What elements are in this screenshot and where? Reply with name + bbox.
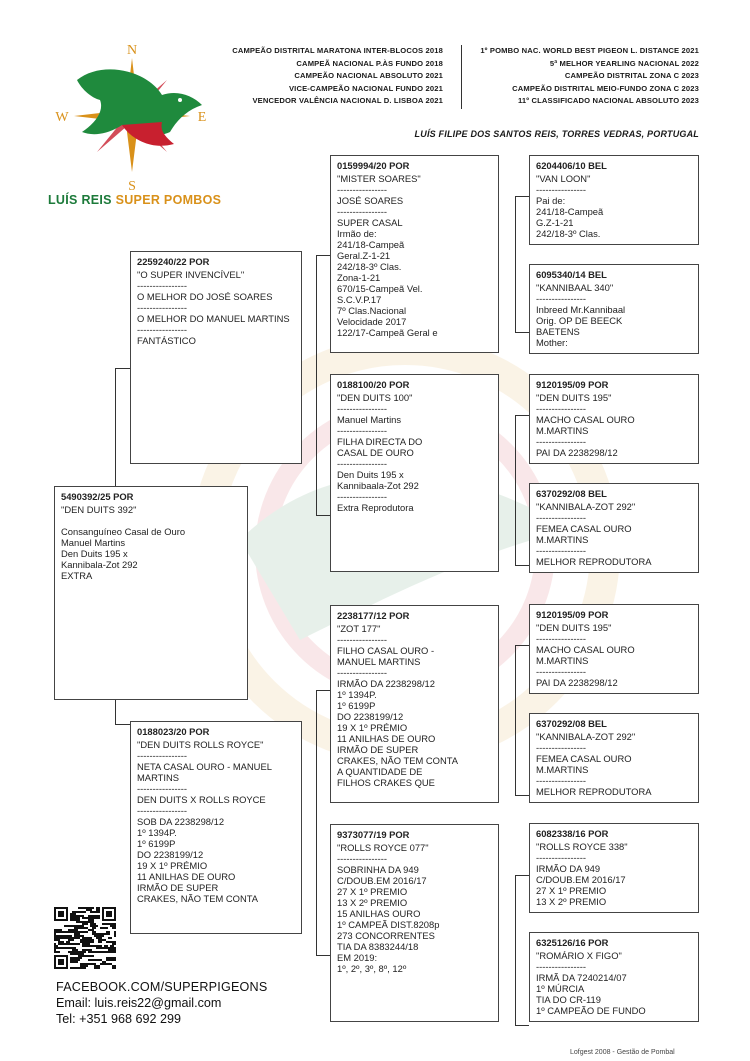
pigeon-card-dam-sire-sire <box>529 604 699 694</box>
pigeon-info-line: 19 X 1º PRÉMIO <box>337 722 408 733</box>
achievement-item: VENCEDOR VALÊNCIA NACIONAL D. LISBOA 2021 <box>252 96 443 106</box>
connector-line <box>515 415 529 416</box>
pigeon-info-line: MANUEL MARTINS <box>337 656 421 667</box>
pigeon-info-line: ---------------- <box>536 852 586 863</box>
pigeon-info-line: 13 X 2º PREMIO <box>337 897 408 908</box>
pigeon-ring-number: 0159994/20 POR <box>337 160 410 171</box>
achievement-item: 1º POMBO NAC. WORLD BEST PIGEON L. DISTANCE 2021 <box>480 46 699 55</box>
connector-line <box>515 645 529 646</box>
pigeon-info-line: "ROLLS ROYCE 338" <box>536 841 628 852</box>
achievements-divider <box>461 45 462 109</box>
compass-west-label: W <box>55 110 69 125</box>
pigeon-info-line: IRMÃ DA 7240214/07 <box>536 972 627 983</box>
pigeon-info-line: M.MARTINS <box>536 534 589 545</box>
pigeon-ring-number: 6370292/08 BEL <box>536 718 607 729</box>
brand-name <box>48 193 222 207</box>
pigeon-info-line: "MISTER SOARES" <box>337 173 421 184</box>
phone-text: Tel: +351 968 692 299 <box>56 1012 181 1026</box>
pigeon-info-line: ---------------- <box>337 184 387 195</box>
pigeon-info-line: ---------------- <box>337 403 387 414</box>
pigeon-info-line: 27 X 1º PREMIO <box>337 886 408 897</box>
pigeon-info-line: ---------------- <box>536 403 586 414</box>
brand-name-part2: SUPER POMBOS <box>115 193 222 207</box>
pigeon-info-line: "DEN DUITS 100" <box>337 392 413 403</box>
pigeon-info-line: 1º 1394P. <box>137 827 177 838</box>
pigeon-info-line: 1º CAMPEÃO DE FUNDO <box>536 1005 646 1016</box>
pigeon-info-line: MELHOR REPRODUTORA <box>536 786 652 797</box>
connector-line <box>515 645 516 795</box>
connector-line <box>316 690 330 691</box>
pigeon-info-line: EXTRA <box>61 570 93 581</box>
achievement-item: 5ª MELHOR YEARLING NACIONAL 2022 <box>549 58 699 68</box>
pigeon-info-line: Zona-1-21 <box>337 272 381 283</box>
pigeon-card-sire <box>130 251 302 464</box>
pigeon-info-line: ---------------- <box>536 436 586 447</box>
pigeon-info-line: CRAKES, NÃO TEM CONTA <box>337 755 459 766</box>
compass-south-label: S <box>128 179 136 194</box>
pigeon-info-line: ---------------- <box>536 293 586 304</box>
connector-line <box>515 795 529 796</box>
pigeon-card-sire-sire-sire <box>529 155 699 245</box>
facebook-link[interactable]: FACEBOOK.COM/SUPERPIGEONS <box>56 980 268 994</box>
pigeon-info-line: "KANNIBALA-ZOT 292" <box>536 731 636 742</box>
pigeon-info-line: O MELHOR DO JOSÉ SOARES <box>137 291 273 302</box>
achievement-item: CAMPEÃO DISTRITAL MEIO-FUNDO ZONA C 2023 <box>512 83 699 93</box>
pigeon-info-line: FEMEA CASAL OURO <box>536 753 632 764</box>
pigeon-info-line: ---------------- <box>337 458 387 469</box>
pigeon-info-line: ---------------- <box>536 633 586 644</box>
pigeon-info-line: A QUANTIDADE DE <box>337 766 423 777</box>
pigeon-ring-number: 6325126/16 POR <box>536 937 609 948</box>
pigeon-info-line: Mother: <box>536 337 568 348</box>
pigeon-info-line: PAI DA 2238298/12 <box>536 447 618 458</box>
achievement-item: CAMPEÃO DISTRITAL ZONA C 2023 <box>564 71 699 81</box>
pigeon-info-line: ---------------- <box>137 750 187 761</box>
pigeon-info-line: 11 ANILHAS DE OURO <box>137 871 236 882</box>
pigeon-info-line: "DEN DUITS ROLLS ROYCE" <box>137 739 264 750</box>
connector-line <box>316 255 330 256</box>
pigeon-info-line: "ZOT 177" <box>337 623 381 634</box>
pigeon-info-line: "DEN DUITS 195" <box>536 392 612 403</box>
pigeon-card-sire-dam-sire <box>529 374 699 464</box>
pigeon-ring-number: 6082338/16 POR <box>536 828 609 839</box>
pigeon-info-line: BAETENS <box>536 326 580 337</box>
connector-line <box>316 255 317 515</box>
pigeon-info-line: "DEN DUITS 195" <box>536 622 612 633</box>
pigeon-info-line: TIA DO CR-119 <box>536 994 601 1005</box>
pigeon-info-line: CASAL DE OURO <box>337 447 414 458</box>
pigeon-card-sire-dam-dam <box>529 483 699 573</box>
connector-line <box>115 700 116 724</box>
pigeon-info-line: 13 X 2º PREMIO <box>536 896 607 907</box>
pigeon-info-line: Manuel Martins <box>61 537 126 548</box>
pigeon-card-dam-sire-dam <box>529 713 699 803</box>
pigeon-info-line: IRMÃO DE SUPER <box>137 882 219 893</box>
connector-line <box>515 875 529 876</box>
connector-line <box>316 515 330 516</box>
pigeon-info-line: IRMÃO DE SUPER <box>337 744 419 755</box>
pigeon-card-sire-sire <box>330 155 499 353</box>
pigeon-info-line: 27 X 1º PREMIO <box>536 885 607 896</box>
pigeon-info-line: ---------------- <box>536 666 586 677</box>
pigeon-card-subject <box>54 486 248 700</box>
connector-line <box>515 415 516 565</box>
pigeon-card-dam-dam <box>330 824 499 1022</box>
connector-line <box>515 875 516 1025</box>
pigeon-info-line: ---------------- <box>337 206 387 217</box>
pigeon-ring-number: 2238177/12 POR <box>337 610 410 621</box>
pigeon-info-line: FANTÁSTICO <box>137 335 196 346</box>
pigeon-info-line: 242/18-3º Clas. <box>337 261 402 272</box>
pigeon-info-line: DEN DUITS X ROLLS ROYCE <box>137 794 266 805</box>
pigeon-ring-number: 6204406/10 BEL <box>536 160 607 171</box>
pigeon-ring-number: 2259240/22 POR <box>137 256 210 267</box>
pigeon-info-line: C/DOUB.EM 2016/17 <box>337 875 427 886</box>
pigeon-info-line: "O SUPER INVENCÍVEL" <box>137 269 245 280</box>
pigeon-info-line: ---------------- <box>137 324 187 335</box>
pigeon-info-line: M.MARTINS <box>536 655 589 666</box>
pigeon-info-line: 241/18-Campeã <box>337 239 405 250</box>
pigeon-info-line: FILHA DIRECTA DO <box>337 436 423 447</box>
pigeon-ring-number: 5490392/25 POR <box>61 491 134 502</box>
pigeon-info-line: Velocidade 2017 <box>337 316 407 327</box>
pigeon-info-line: SOB DA 2238298/12 <box>137 816 225 827</box>
connector-line <box>115 724 130 725</box>
pigeon-info-line: IRMÃO DA 949 <box>536 863 601 874</box>
pigeon-info-line: M.MARTINS <box>536 764 589 775</box>
pigeon-info-line: "KANNIBAAL 340" <box>536 282 614 293</box>
pigeon-info-line: "ROMÁRIO X FIGO" <box>536 950 622 961</box>
pigeon-info-line: M.MARTINS <box>536 425 589 436</box>
pigeon-info-line: 1º CAMPEÃ DIST.8208p <box>337 919 440 930</box>
pigeon-info-line: 19 X 1º PRÉMIO <box>137 860 208 871</box>
pigeon-info-line: Den Duits 195 x <box>61 548 128 559</box>
connector-line <box>515 565 529 566</box>
connector-line <box>115 368 130 369</box>
pigeon-info-line: SOBRINHA DA 949 <box>337 864 419 875</box>
pigeon-info-line: G.Z-1-21 <box>536 217 574 228</box>
compass-north-label: N <box>126 43 138 58</box>
pigeon-card-dam-sire <box>330 605 499 803</box>
compass-east-label: E <box>197 110 207 125</box>
pigeon-info-line: ---------------- <box>137 805 187 816</box>
pigeon-ring-number: 6095340/14 BEL <box>536 269 607 280</box>
pigeon-info-line: S.C.V.P.17 <box>337 294 382 305</box>
pigeon-info-line: 241/18-Campeã <box>536 206 604 217</box>
pigeon-info-line: MELHOR REPRODUTORA <box>536 556 652 567</box>
pigeon-info-line: Extra Reprodutora <box>337 502 414 513</box>
brand-name-part1: LUÍS REIS <box>48 193 116 207</box>
pigeon-info-line: 670/15-Campeã Vel. <box>337 283 423 294</box>
pigeon-info-line: SUPER CASAL <box>337 217 403 228</box>
pigeon-info-line: Den Duits 195 x <box>337 469 404 480</box>
pigeon-card-dam-dam-dam <box>529 932 699 1022</box>
pigeon-info-line: MACHO CASAL OURO <box>536 414 635 425</box>
pigeon-info-line: ---------------- <box>137 302 187 313</box>
achievement-item: VICE-CAMPEÃO NACIONAL FUNDO 2021 <box>288 83 443 93</box>
pigeon-info-line: ---------------- <box>337 853 387 864</box>
connector-line <box>316 690 317 955</box>
pigeon-info-line: "ROLLS ROYCE 077" <box>337 842 429 853</box>
pigeon-info-line: DO 2238199/12 <box>337 711 404 722</box>
pigeon-info-line: Geral.Z-1-21 <box>337 250 391 261</box>
pigeon-info-line: Pai de: <box>536 195 566 206</box>
email-link[interactable]: Email: luis.reis22@gmail.com <box>56 996 222 1010</box>
pigeon-info-line: 11 ANILHAS DE OURO <box>337 733 436 744</box>
pigeon-info-line: TIA DA 8383244/18 <box>337 941 419 952</box>
achievement-item: 11º CLASSIFICADO NACIONAL ABSOLUTO 2023 <box>517 96 699 106</box>
pigeon-info-line: FEMEA CASAL OURO <box>536 523 632 534</box>
footer-credit: Lofgest 2008 - Gestão de Pombal <box>570 1049 675 1056</box>
pigeon-info-line: 1º 6199P <box>337 700 376 711</box>
pigeon-info-line: ---------------- <box>337 634 387 645</box>
qr-code <box>54 907 116 969</box>
pigeon-info-line: "DEN DUITS 392" <box>61 504 137 515</box>
pigeon-ring-number: 9120195/09 POR <box>536 379 609 390</box>
pigeon-info-line: C/DOUB.EM 2016/17 <box>536 874 626 885</box>
pigeon-info-line: Irmão de: <box>337 228 377 239</box>
pigeon-ring-number: 0188100/20 POR <box>337 379 410 390</box>
pigeon-info-line: DO 2238199/12 <box>137 849 204 860</box>
pigeon-card-sire-dam <box>330 374 499 572</box>
achievement-item: CAMPEÃO DISTRITAL MARATONA INTER-BLOCOS 2018 <box>232 46 443 55</box>
pigeon-info-line: Orig. OP DE BEECK <box>536 315 623 326</box>
pigeon-info-line: ---------------- <box>337 425 387 436</box>
connector-line <box>115 368 116 486</box>
pigeon-info-line: "KANNIBALA-ZOT 292" <box>536 501 636 512</box>
pigeon-info-line: EM 2019: <box>337 952 378 963</box>
pigeon-ring-number: 6370292/08 BEL <box>536 488 607 499</box>
pigeon-info-line: FILHO CASAL OURO - <box>337 645 435 656</box>
achievement-item: CAMPEÃ NACIONAL P.ÀS FUNDO 2018 <box>296 58 443 68</box>
pigeon-info-line: Consanguíneo Casal de Ouro <box>61 526 186 537</box>
connector-line <box>515 332 529 333</box>
pigeon-info-line: ---------------- <box>536 512 586 523</box>
pigeon-ring-number: 9120195/09 POR <box>536 609 609 620</box>
pigeon-info-line: JOSÉ SOARES <box>337 195 404 206</box>
pigeon-info-line: ---------------- <box>137 783 187 794</box>
pigeon-info-line <box>61 515 241 526</box>
pigeon-info-line: 15 ANILHAS OURO <box>337 908 421 919</box>
pigeon-info-line: ---------------- <box>536 775 586 786</box>
pigeon-info-line: Inbreed Mr.Kannibaal <box>536 304 626 315</box>
pigeon-info-line: ---------------- <box>137 280 187 291</box>
pigeon-info-line: ---------------- <box>536 545 586 556</box>
pigeon-info-line: ---------------- <box>337 667 387 678</box>
achievement-item: CAMPEÃO NACIONAL ABSOLUTO 2021 <box>294 71 443 81</box>
pigeon-info-line: 122/17-Campeã Geral e <box>337 327 438 338</box>
pigeon-info-line: ---------------- <box>536 742 586 753</box>
pigeon-info-line: NETA CASAL OURO - MANUEL MARTINS <box>137 761 275 783</box>
pigeon-info-line: 1º 6199P <box>137 838 176 849</box>
pigeon-info-line: 7º Clas.Nacional <box>337 305 407 316</box>
pigeon-card-sire-sire-dam <box>529 264 699 354</box>
pigeon-info-line: PAI DA 2238298/12 <box>536 677 618 688</box>
connector-line <box>515 196 529 197</box>
pigeon-info-line: Kannibaala-Zot 292 <box>337 480 419 491</box>
pigeon-ring-number: 0188023/20 POR <box>137 726 210 737</box>
pigeon-info-line: 1º, 2º, 3º, 8º, 12º <box>337 963 407 974</box>
pigeon-info-line: 1º 1394P. <box>337 689 377 700</box>
pigeon-info-line: IRMÃO DA 2238298/12 <box>337 678 435 689</box>
pigeon-info-line: "VAN LOON" <box>536 173 591 184</box>
pigeon-info-line: ---------------- <box>337 491 387 502</box>
pigeon-ring-number: 9373077/19 POR <box>337 829 410 840</box>
pigeon-info-line: MACHO CASAL OURO <box>536 644 635 655</box>
pigeon-info-line: ---------------- <box>536 184 586 195</box>
achievements-right <box>473 45 699 108</box>
pigeon-info-line: O MELHOR DO MANUEL MARTINS <box>137 313 290 324</box>
pigeon-info-line: 242/18-3º Clas. <box>536 228 601 239</box>
pigeon-card-dam <box>130 721 302 934</box>
connector-line <box>515 196 516 332</box>
pigeon-card-dam-dam-sire <box>529 823 699 913</box>
pigeon-info-line: 273 CONCORRENTES <box>337 930 435 941</box>
pigeon-info-line: Kannibala-Zot 292 <box>61 559 138 570</box>
achievements-left <box>180 45 443 108</box>
pigeon-info-line: 1º MÚRCIA <box>536 983 585 994</box>
pigeon-info-line: CRAKES, NÃO TEM CONTA <box>137 893 259 904</box>
pigeon-info-line: Manuel Martins <box>337 414 402 425</box>
owner-line: LUÍS FILIPE DOS SANTOS REIS, TORRES VEDRAS, PORTUGAL <box>414 129 699 139</box>
pigeon-info-line: ---------------- <box>536 961 586 972</box>
connector-line <box>316 955 330 956</box>
connector-line <box>515 1025 529 1026</box>
pigeon-info-line: FILHOS CRAKES QUE <box>337 777 435 788</box>
